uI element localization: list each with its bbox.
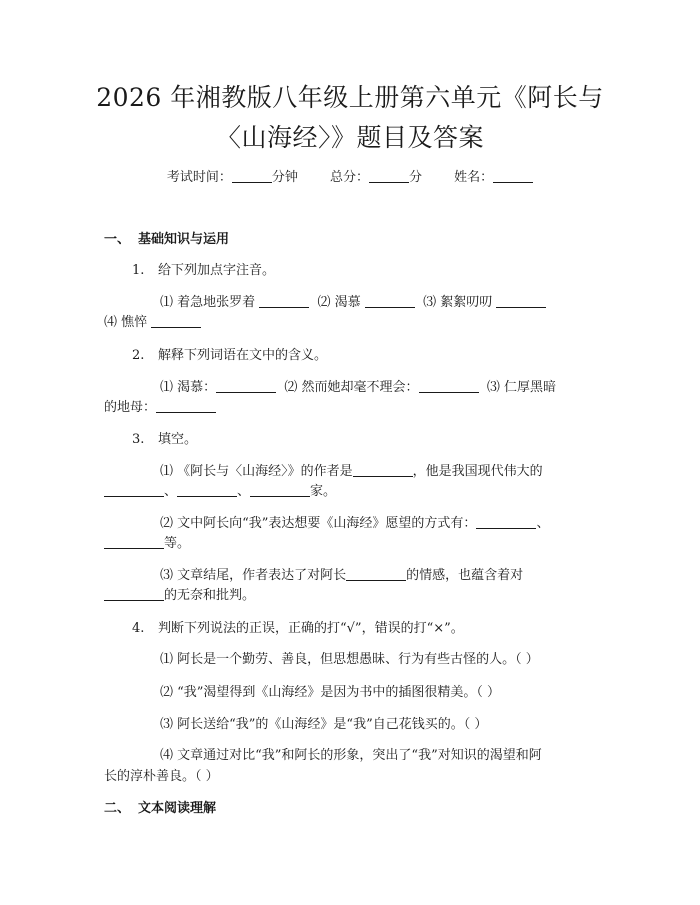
question-3-item-2: ⑵ 文中阿长向“我”表达想要《山海经》愿望的方式有： 、 bbox=[160, 516, 550, 531]
question-2-stem: 2. 解释下列词语在文中的含义。 bbox=[132, 348, 328, 363]
page-title-line-2: 〈山海经〉》题目及答案 bbox=[215, 123, 484, 152]
question-1-items-cont: ⑷ 憔悴 bbox=[104, 313, 201, 333]
score-blank bbox=[369, 168, 409, 183]
exam-meta bbox=[0, 168, 700, 188]
exam-name: 姓名： bbox=[454, 170, 533, 185]
time-blank bbox=[232, 168, 272, 183]
name-blank bbox=[493, 168, 533, 183]
question-4-item-1: ⑴ 阿长是一个勤劳、善良，但思想愚昧、行为有些古怪的人。（ ） bbox=[160, 652, 539, 667]
question-3-stem: 3. 填空。 bbox=[132, 432, 198, 447]
question-4-item-3: ⑶ 阿长送给“我”的《山海经》是“我”自己花钱买的。（ ） bbox=[160, 717, 488, 732]
question-4-stem: 4. 判断下列说法的正误，正确的打“√”，错误的打“×”。 bbox=[132, 621, 464, 636]
question-3-item-1-cont: 、 、 家。 bbox=[104, 482, 336, 502]
question-1-stem: 1. 给下列加点字注音。 bbox=[132, 263, 276, 278]
question-3-item-1: ⑴ 《阿长与〈山海经〉》的作者是 ，他是我国现代伟大的 bbox=[160, 464, 543, 479]
page-title-line-1: 2026 年湘教版八年级上册第六单元《阿长与 bbox=[96, 83, 604, 112]
question-1-items: ⑴ 着急地张罗着 ⑵ 渴慕 ⑶ 絮絮叨叨 bbox=[160, 293, 546, 313]
exam-score: 总分： 分 bbox=[329, 170, 423, 185]
question-3-item-3: ⑶ 文章结尾，作者表达了对阿长 的情感，也蕴含着对 bbox=[160, 568, 524, 583]
question-2-items: ⑴ 渴慕： ⑵ 然而她却毫不理会： ⑶ 仁厚黑暗 bbox=[160, 380, 556, 395]
exam-time: 考试时间： 分钟 bbox=[166, 170, 298, 185]
section-heading: 一、 基础知识与运用 bbox=[104, 232, 230, 247]
section-heading: 二、 文本阅读理解 bbox=[104, 801, 217, 816]
question-4-item-2: ⑵ “我”渴望得到《山海经》是因为书中的插图很精美。（ ） bbox=[160, 685, 501, 700]
question-3-item-3-cont: 的无奈和批判。 bbox=[104, 586, 255, 606]
question-4-item-4: ⑷ 文章通过对比“我”和阿长的形象，突出了“我”对知识的渴望和阿 bbox=[160, 748, 542, 763]
question-3-item-2-cont: 等。 bbox=[104, 534, 190, 554]
question-4-item-4-cont: 长的淳朴善良。（ ） bbox=[104, 769, 219, 784]
question-2-items-cont: 的地母： bbox=[104, 398, 216, 418]
